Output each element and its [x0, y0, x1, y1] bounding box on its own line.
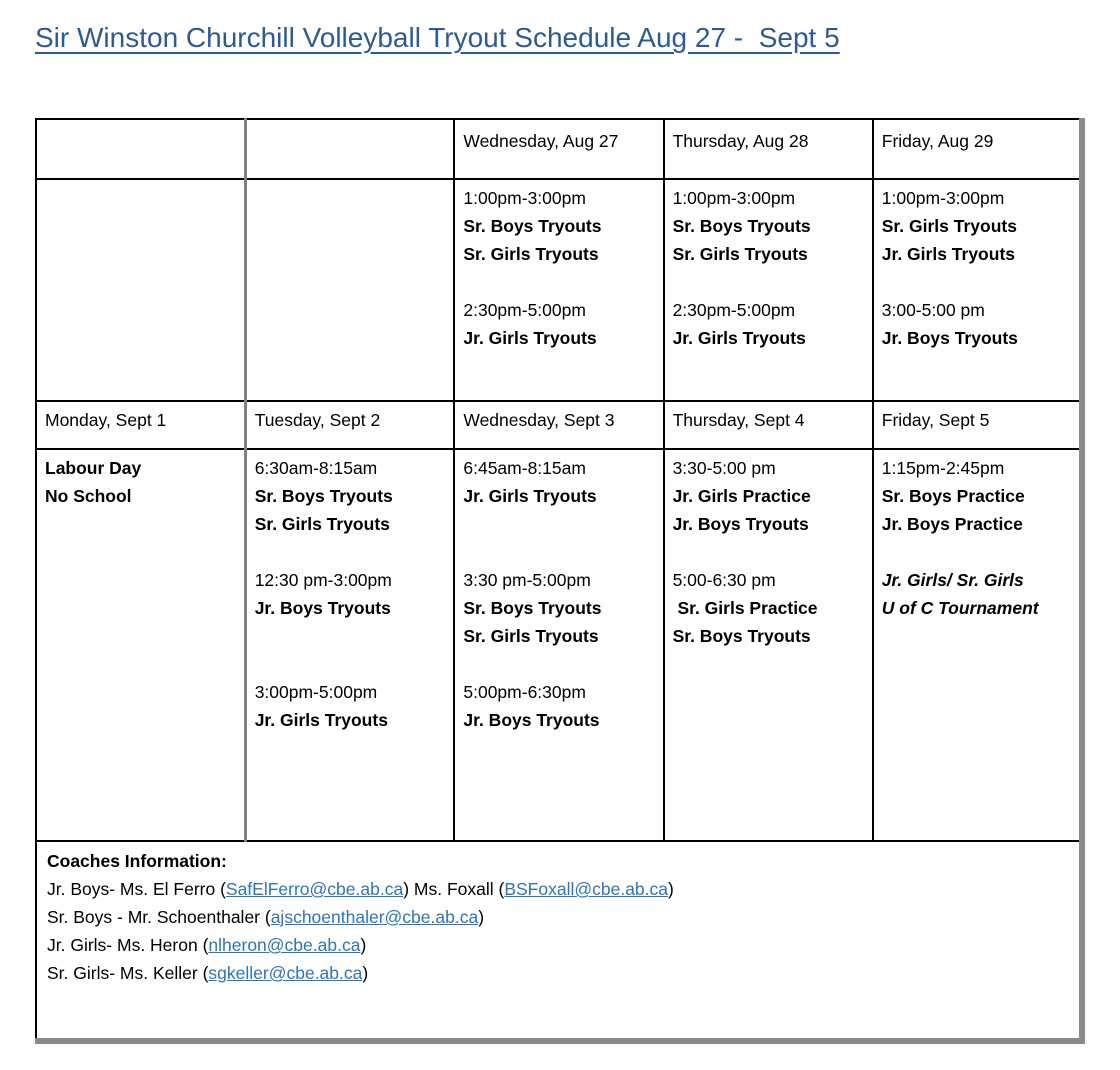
- schedule-line: Sr. Boys Tryouts: [463, 216, 602, 236]
- schedule-line: Jr. Girls Tryouts: [463, 486, 597, 506]
- header-monday-sept-1: Monday, Sept 1: [36, 401, 245, 449]
- header-thursday-aug-28: Thursday, Aug 28: [664, 119, 873, 179]
- schedule-line: 3:30-5:00 pm: [672, 458, 776, 478]
- schedule-line: 2:30pm-5:00pm: [463, 300, 586, 320]
- schedule-line: Sr. Girls Tryouts: [672, 244, 808, 264]
- schedule-line: 3:30 pm-5:00pm: [463, 570, 591, 590]
- schedule-line: 5:00-6:30 pm: [672, 570, 776, 590]
- tryout-schedule-table: [35, 118, 1085, 1044]
- email-link-nlheron[interactable]: nlheron@cbe.ab.ca: [208, 935, 361, 955]
- schedule-line: Sr. Girls Tryouts: [463, 244, 599, 264]
- schedule-line: Jr. Boys Tryouts: [672, 514, 809, 534]
- cell-friday-aug-29: [873, 179, 1082, 401]
- schedule-line: 1:00pm-3:00pm: [463, 188, 586, 208]
- schedule-line: Jr. Boys Tryouts: [463, 710, 600, 730]
- coach-line-sr-boys: [47, 903, 1069, 931]
- email-link-safelferro[interactable]: SafElFerro@cbe.ab.ca: [225, 879, 404, 899]
- header-wednesday-aug-27: Wednesday, Aug 27: [454, 119, 663, 179]
- cell-thursday-sept-4: [664, 449, 873, 841]
- schedule-line: Sr. Girls Tryouts: [881, 216, 1017, 236]
- schedule-line: 6:30am-8:15am: [254, 458, 378, 478]
- header-thursday-sept-4: Thursday, Sept 4: [664, 401, 873, 449]
- coach-text: ): [360, 935, 367, 955]
- coaches-info-cell: [36, 841, 1082, 1041]
- email-link-bsfoxall[interactable]: BSFoxall@cbe.ab.ca: [504, 879, 669, 899]
- cell-wednesday-sept-3: [454, 449, 663, 841]
- coach-text: ) Ms. Foxall (: [403, 879, 505, 899]
- schedule-line: Labour Day: [45, 458, 142, 478]
- schedule-line: 1:15pm-2:45pm: [881, 458, 1005, 478]
- schedule-line: No School: [45, 486, 132, 506]
- schedule-line: 12:30 pm-3:00pm: [254, 570, 392, 590]
- cell-empty-1: [36, 179, 245, 401]
- email-link-ajschoenthaler[interactable]: ajschoenthaler@cbe.ab.ca: [270, 907, 479, 927]
- schedule-line: [255, 622, 446, 650]
- header-empty-1: [36, 119, 245, 179]
- schedule-line: Jr. Boys Tryouts: [254, 598, 391, 618]
- week2-header-row: [36, 401, 1082, 449]
- schedule-line: Jr. Girls Practice: [672, 486, 811, 506]
- header-empty-2: [245, 119, 454, 179]
- schedule-line: Sr. Girls Tryouts: [254, 514, 390, 534]
- schedule-line: Jr. Girls/ Sr. Girls: [881, 570, 1024, 590]
- schedule-line: Sr. Girls Tryouts: [463, 626, 599, 646]
- cell-empty-2: [245, 179, 454, 401]
- cell-wednesday-aug-27: [454, 179, 663, 401]
- schedule-line: [463, 538, 654, 566]
- coach-text: Sr. Girls- Ms. Keller (: [47, 963, 209, 983]
- email-link-sgkeller[interactable]: sgkeller@cbe.ab.ca: [208, 963, 363, 983]
- schedule-line: [463, 650, 654, 678]
- week1-content-row: [36, 179, 1082, 401]
- coach-line-sr-girls: [47, 959, 1069, 987]
- schedule-line: [463, 268, 654, 296]
- coaches-row: [36, 841, 1082, 1041]
- cell-tuesday-sept-2: [245, 449, 454, 841]
- schedule-line: Sr. Girls Practice: [672, 598, 818, 618]
- coach-text: ): [478, 907, 485, 927]
- schedule-line: [255, 538, 446, 566]
- coach-text: ): [362, 963, 369, 983]
- coaches-heading: Coaches Information:: [47, 851, 227, 871]
- page-title: Sir Winston Churchill Volleyball Tryout Schedule Aug 27 - Sept 5: [35, 22, 840, 53]
- schedule-line: 1:00pm-3:00pm: [881, 188, 1005, 208]
- coach-line-jr-girls: [47, 931, 1069, 959]
- schedule-line: 1:00pm-3:00pm: [672, 188, 796, 208]
- schedule-line: Sr. Boys Tryouts: [672, 626, 811, 646]
- coach-text: ): [668, 879, 674, 899]
- header-tuesday-sept-2: Tuesday, Sept 2: [245, 401, 454, 449]
- schedule-line: [255, 650, 446, 678]
- schedule-line: [673, 268, 864, 296]
- schedule-line: 5:00pm-6:30pm: [463, 682, 586, 702]
- schedule-line: U of C Tournament: [881, 598, 1039, 618]
- schedule-line: 3:00-5:00 pm: [881, 300, 985, 320]
- week2-content-row: [36, 449, 1082, 841]
- schedule-line: Sr. Boys Practice: [881, 486, 1025, 506]
- schedule-line: 6:45am-8:15am: [463, 458, 586, 478]
- coach-line-jr-boys: [47, 875, 1069, 903]
- schedule-line: [673, 538, 864, 566]
- schedule-line: Sr. Boys Tryouts: [254, 486, 393, 506]
- header-wednesday-sept-3: Wednesday, Sept 3: [454, 401, 663, 449]
- schedule-line: Jr. Girls Tryouts: [254, 710, 388, 730]
- coach-text: Jr. Girls- Ms. Heron (: [47, 935, 209, 955]
- header-friday-aug-29: Friday, Aug 29: [873, 119, 1082, 179]
- schedule-line: Sr. Boys Tryouts: [463, 598, 602, 618]
- cell-monday-sept-1: [36, 449, 245, 841]
- coach-text: Sr. Boys - Mr. Schoenthaler (: [47, 907, 271, 927]
- schedule-line: [882, 268, 1071, 296]
- schedule-line: Jr. Boys Tryouts: [881, 328, 1018, 348]
- schedule-line: Jr. Boys Practice: [881, 514, 1023, 534]
- cell-thursday-aug-28: [664, 179, 873, 401]
- schedule-line: Jr. Girls Tryouts: [463, 328, 597, 348]
- schedule-line: 3:00pm-5:00pm: [254, 682, 378, 702]
- schedule-line: Jr. Girls Tryouts: [672, 328, 806, 348]
- schedule-line: [882, 538, 1071, 566]
- coach-text: Jr. Boys- Ms. El Ferro (: [47, 879, 226, 899]
- header-friday-sept-5: Friday, Sept 5: [873, 401, 1082, 449]
- week1-header-row: [36, 119, 1082, 179]
- cell-friday-sept-5: [873, 449, 1082, 841]
- schedule-line: [463, 510, 654, 538]
- schedule-line: Sr. Boys Tryouts: [672, 216, 811, 236]
- schedule-line: Jr. Girls Tryouts: [881, 244, 1015, 264]
- schedule-line: 2:30pm-5:00pm: [672, 300, 796, 320]
